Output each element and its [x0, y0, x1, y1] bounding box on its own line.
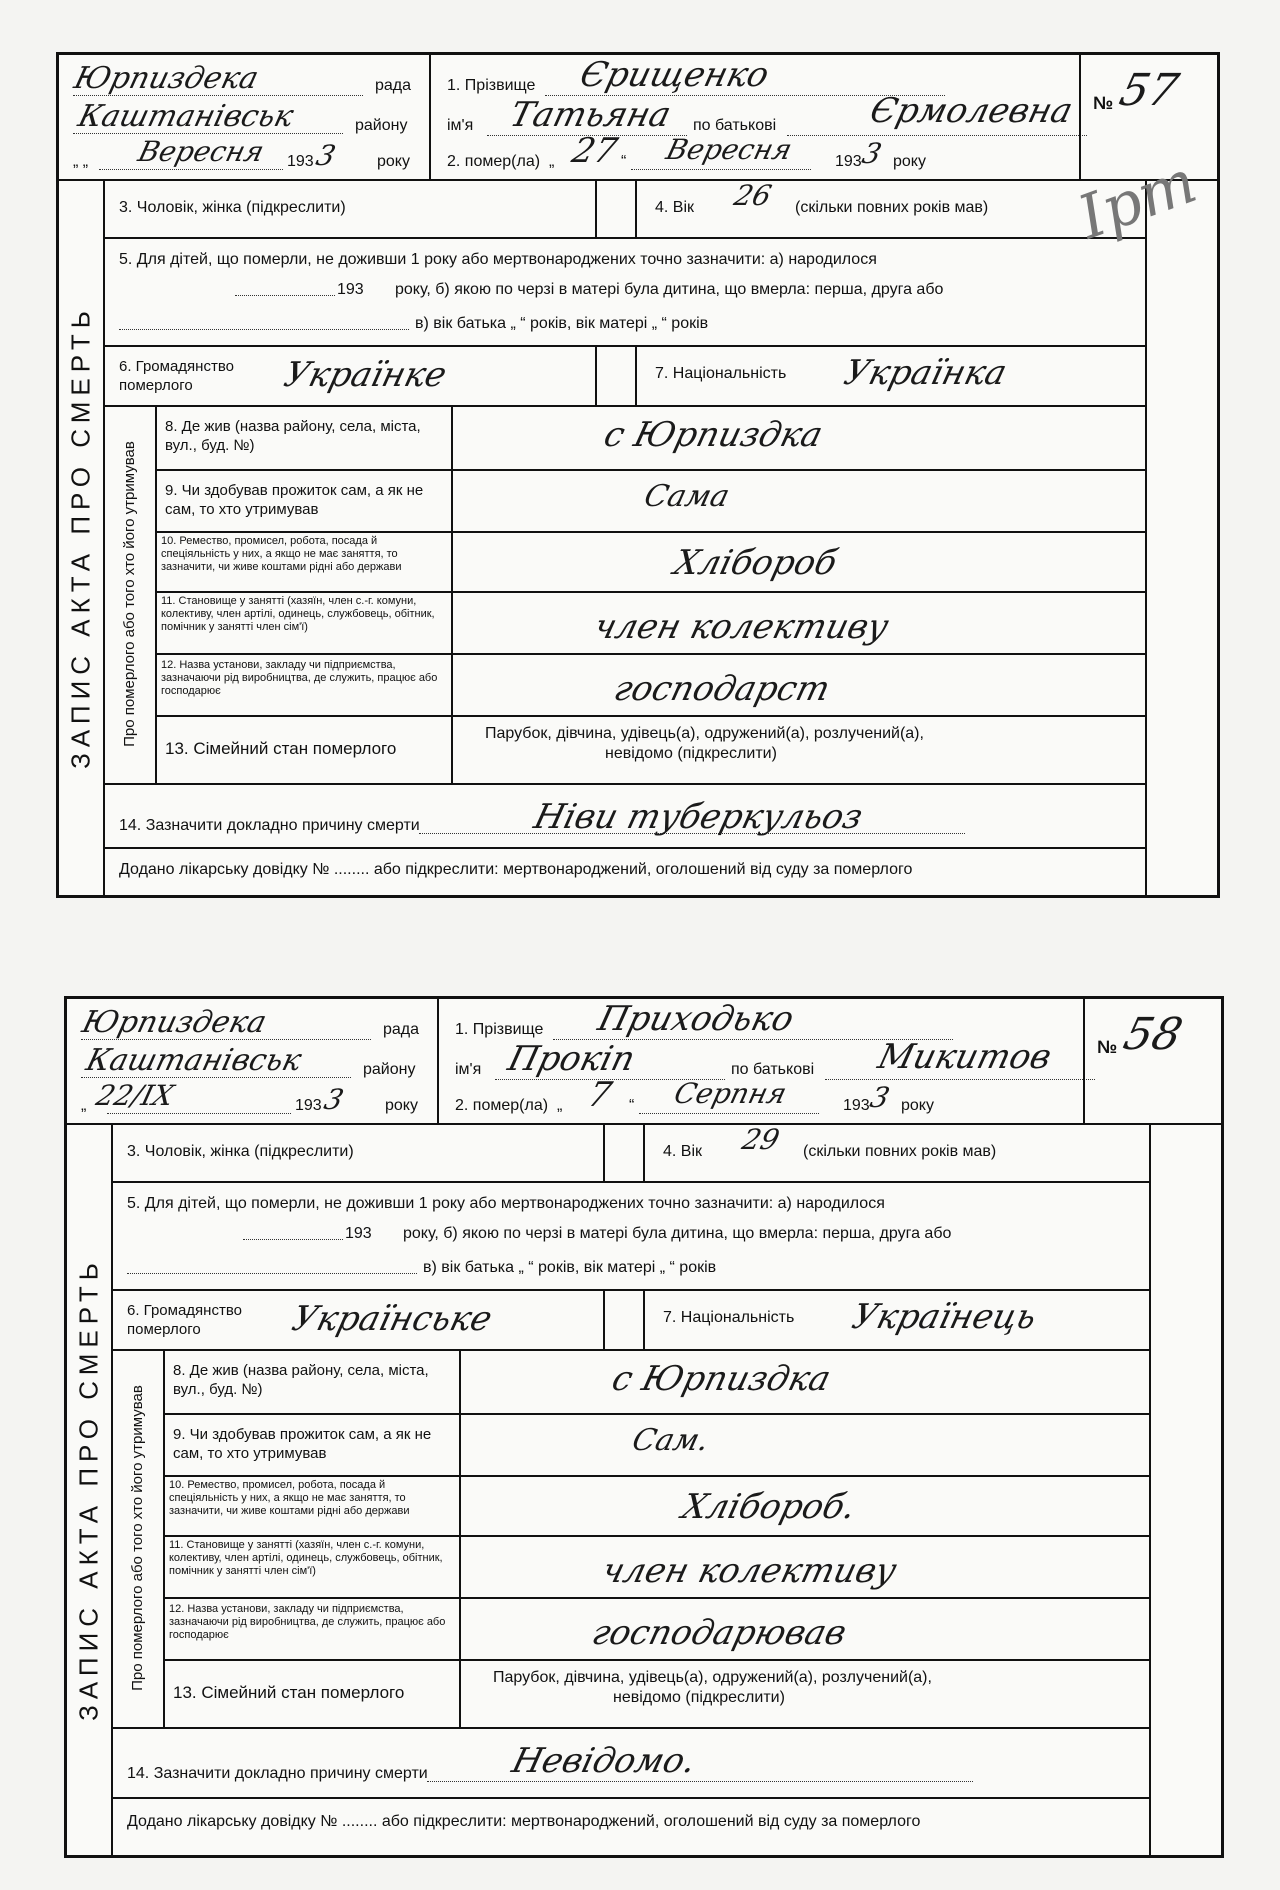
row-employer	[163, 1597, 1151, 1661]
row-status	[155, 591, 1147, 655]
field-5-year-prefix: 193	[337, 281, 364, 298]
patronymic-label: по батькові	[731, 1061, 815, 1078]
registration-year-label: року	[385, 1097, 418, 1114]
registration-year-handwritten: 3	[312, 139, 339, 172]
number-label: №	[1097, 1037, 1118, 1057]
row-employer	[155, 653, 1147, 717]
field-9-label: 9. Чи здобував прожиток сам, а як не сам, то хто утримував	[173, 1426, 432, 1462]
field-11-label: 11. Становище у занятті (хазяїн, член с.-г. комуни, колективу, член артілі, одинець, службовець, обітник, помічник у занятті член сім'ї)	[169, 1539, 443, 1577]
row-marital	[163, 1659, 1151, 1727]
surname-label: 1. Прізвище	[447, 77, 536, 94]
field-10-label: 10. Ремество, промисел, робота, посада й спеціяльність у них, а якщо не має заняття, то зазначити, чи живе коштами рідні або держави	[161, 535, 402, 573]
field-5-line2: року, б) якою по черзі в матері була дитина, що вмерла: перша, друга або	[403, 1225, 952, 1242]
row-footer	[113, 1797, 1151, 1847]
row-occupation	[163, 1475, 1151, 1537]
died-year-prefix: 193	[835, 153, 862, 170]
field-10-label: 10. Ремество, промисел, робота, посада й спеціяльність у них, а якщо не має заняття, то зазначити, чи живе коштами рідні або держави	[169, 1479, 410, 1517]
field-4-handwritten: 29	[738, 1123, 783, 1156]
record-fields	[113, 1123, 1151, 1855]
side-title: ЗАПИС АКТА ПРО СМЕРТЬ	[65, 305, 96, 769]
field-5-line1: 5. Для дітей, що померли, не доживши 1 року або мертвонароджених точно зазначити: а) народилося	[127, 1195, 885, 1212]
field-14-handwritten: Ніви туберкульоз	[530, 797, 867, 837]
sub-side-title: Про померлого або того хто його утримував	[129, 1385, 146, 1691]
died-year-label: року	[901, 1097, 934, 1114]
field-13-label: 13. Сімейний стан померлого	[173, 1683, 405, 1702]
record-header	[67, 999, 1221, 1125]
field-6-label: 6. Громадянство померлого	[127, 1302, 242, 1338]
died-label: 2. помер(ла)	[455, 1097, 549, 1114]
header-left-block: Юрпиздека рада Каштанівськ району „ 22/IX 193 3 року	[67, 999, 439, 1123]
field-12-label: 12. Назва установи, закладу чи підприємства, зазначаючи рід виробництва, де служить, працює або господарює	[169, 1603, 446, 1641]
row-sex-age	[113, 1123, 1151, 1183]
name-label: ім'я	[447, 117, 474, 134]
field-13-options: Парубок, дівчина, удівець(а), одружений(а), розлучений(а),	[493, 1669, 932, 1686]
field-14-handwritten: Невідомо.	[508, 1741, 700, 1781]
field-5-line3: в) вік батька „ “ років, вік матері „ “ років	[423, 1259, 717, 1276]
died-day-handwritten: 7	[584, 1075, 616, 1115]
row-children	[113, 1181, 1151, 1291]
surname-handwritten: Єрищенко	[576, 55, 773, 95]
record-number-box	[1083, 999, 1221, 1123]
header-name-block: 1. Прізвище Єрищенко ім'я Татьяна по батькові Єрмолевна 2. помер(ла) „ 27 “ Вересня 193 3 року	[431, 55, 1081, 179]
field-4-handwritten: 26	[730, 179, 775, 212]
surname-handwritten: Приходько	[594, 999, 798, 1039]
field-12-handwritten: господарст	[610, 669, 834, 709]
row-citizenship	[105, 345, 1147, 407]
registration-year-prefix: 193	[287, 153, 314, 170]
side-title-strip	[67, 1123, 113, 1855]
registration-year-label: року	[377, 153, 410, 170]
registration-year-prefix: 193	[295, 1097, 322, 1114]
death-record-57	[56, 52, 1220, 898]
field-7-label: 7. Національність	[663, 1309, 795, 1326]
field-7-label: 7. Національність	[655, 365, 787, 382]
name-handwritten: Татьяна	[506, 95, 675, 135]
side-title: ЗАПИС АКТА ПРО СМЕРТЬ	[73, 1257, 104, 1721]
surname-label: 1. Прізвище	[455, 1021, 544, 1038]
right-margin-column	[1145, 179, 1217, 895]
council-handwritten: Юрпиздека	[70, 61, 262, 96]
patronymic-handwritten: Єрмолевна	[866, 91, 1077, 131]
personal-block	[163, 1349, 1151, 1727]
field-5-line3: в) вік батька „ “ років, вік матері „ “ років	[415, 315, 709, 332]
field-11-handwritten: член колективу	[598, 1551, 901, 1591]
council-label: рада	[383, 1021, 420, 1038]
record-fields	[105, 179, 1147, 895]
field-4-label: 4. Вік	[655, 199, 695, 216]
field-5-line1: 5. Для дітей, що померли, не доживши 1 року або мертвонароджених точно зазначити: а) народилося	[119, 251, 877, 268]
field-6-label: 6. Громадянство померлого	[119, 358, 234, 394]
field-7-handwritten: Українка	[840, 353, 1011, 393]
right-margin-column	[1149, 1123, 1221, 1855]
field-6-handwritten: Українке	[280, 355, 451, 395]
died-month-handwritten: Вересня	[662, 133, 796, 166]
row-marital	[155, 715, 1147, 783]
personal-block	[155, 405, 1147, 783]
died-year-handwritten: 3	[866, 1081, 893, 1114]
field-14-label: 14. Зазначити докладно причину смерти	[127, 1765, 428, 1782]
field-5-year-prefix: 193	[345, 1225, 372, 1242]
patronymic-handwritten: Микитов	[874, 1037, 1056, 1077]
row-children	[105, 237, 1147, 347]
field-9-handwritten: Сама	[640, 479, 733, 514]
field-8-handwritten: с Юрпиздка	[600, 415, 827, 455]
row-residence	[163, 1349, 1151, 1415]
side-title-strip	[59, 179, 105, 895]
field-4-label: 4. Вік	[663, 1143, 703, 1160]
field-9-handwritten: Сам.	[628, 1423, 713, 1458]
died-label: 2. помер(ла)	[447, 153, 541, 170]
field-3-label: 3. Чоловік, жінка (підкреслити)	[127, 1143, 354, 1160]
field-13-options2: невідомо (підкреслити)	[613, 1689, 785, 1706]
council-handwritten: Юрпиздека	[78, 1005, 270, 1040]
died-day-handwritten: 27	[568, 131, 622, 171]
record-header	[59, 55, 1217, 181]
district-handwritten: Каштанівськ	[74, 99, 298, 134]
row-status	[163, 1535, 1151, 1599]
died-month-handwritten: Серпня	[670, 1077, 791, 1110]
name-label: ім'я	[455, 1061, 482, 1078]
sub-side-strip	[113, 1349, 165, 1727]
council-label: рада	[375, 77, 412, 94]
registration-month-handwritten: Вересня	[134, 135, 268, 168]
district-label: району	[355, 117, 408, 134]
field-9-label: 9. Чи здобував прожиток сам, а як не сам, то хто утримував	[165, 482, 424, 518]
field-8-handwritten: с Юрпиздка	[608, 1359, 835, 1399]
field-14-label: 14. Зазначити докладно причину смерти	[119, 817, 420, 834]
died-year-prefix: 193	[843, 1097, 870, 1114]
patronymic-label: по батькові	[693, 117, 777, 134]
row-cause	[105, 783, 1147, 849]
district-label: району	[363, 1061, 416, 1078]
field-3-label: 3. Чоловік, жінка (підкреслити)	[119, 199, 346, 216]
district-handwritten: Каштанівськ	[82, 1043, 306, 1078]
field-10-handwritten: Хлібороб	[670, 543, 841, 583]
margin-mark: Ірт	[1069, 146, 1206, 254]
field-8-label: 8. Де жив (назва району, села, міста, вул., буд. №)	[173, 1362, 429, 1398]
died-year-handwritten: 3	[858, 137, 885, 170]
field-10-handwritten: Хлібороб.	[678, 1487, 860, 1527]
field-11-handwritten: член колективу	[590, 607, 893, 647]
registration-day-handwritten: 22/IX	[92, 1079, 178, 1112]
footer-text: Додано лікарську довідку № ........ або підкреслити: мертвонароджений, оголошений від суду за померлого	[119, 861, 913, 878]
field-4-tail: (скільки повних років мав)	[803, 1143, 997, 1160]
field-11-label: 11. Становище у занятті (хазяїн, член с.-г. комуни, колективу, член артілі, одинець, службовець, обітник, помічник у занятті член сім'ї)	[161, 595, 435, 633]
sub-side-strip	[105, 405, 157, 783]
row-residence	[155, 405, 1147, 471]
death-record-58	[64, 996, 1224, 1858]
row-occupation	[155, 531, 1147, 593]
field-13-options2: невідомо (підкреслити)	[605, 745, 777, 762]
died-year-label: року	[893, 153, 926, 170]
row-footer	[105, 847, 1147, 893]
row-cause	[113, 1727, 1151, 1799]
sub-side-title: Про померлого або того хто його утримував	[121, 441, 138, 747]
field-13-label: 13. Сімейний стан померлого	[165, 739, 397, 758]
number-label: №	[1093, 93, 1114, 113]
field-12-label: 12. Назва установи, закладу чи підприємства, зазначаючи рід виробництва, де служить, працює або господарює	[161, 659, 438, 697]
field-7-handwritten: Українець	[848, 1297, 1041, 1337]
field-6-handwritten: Українське	[288, 1299, 497, 1339]
field-13-options: Парубок, дівчина, удівець(а), одружений(а), розлучений(а),	[485, 725, 924, 742]
field-4-tail: (скільки повних років мав)	[795, 199, 989, 216]
field-12-handwritten: господарював	[588, 1613, 851, 1653]
number-handwritten: 57	[1114, 65, 1184, 116]
row-livelihood	[163, 1413, 1151, 1477]
header-name-block: 1. Прізвище Приходько ім'я Прокіп по батькові Микитов 2. помер(ла) „ 7 “ Серпня 193 3 року	[439, 999, 1085, 1123]
row-citizenship	[113, 1289, 1151, 1351]
field-5-line2: року, б) якою по черзі в матері була дитина, що вмерла: перша, друга або	[395, 281, 944, 298]
header-left-block: Юрпиздека рада Каштанівськ району „ „ Вересня 193 3 року	[59, 55, 431, 179]
number-handwritten: 58	[1118, 1009, 1188, 1060]
row-sex-age	[105, 179, 1147, 239]
registration-year-handwritten: 3	[320, 1083, 347, 1116]
footer-text: Додано лікарську довідку № ........ або підкреслити: мертвонароджений, оголошений від суду за померлого	[127, 1813, 921, 1830]
field-8-label: 8. Де жив (назва району, села, міста, вул., буд. №)	[165, 418, 421, 454]
name-handwritten: Прокіп	[504, 1039, 639, 1079]
row-livelihood	[155, 469, 1147, 533]
